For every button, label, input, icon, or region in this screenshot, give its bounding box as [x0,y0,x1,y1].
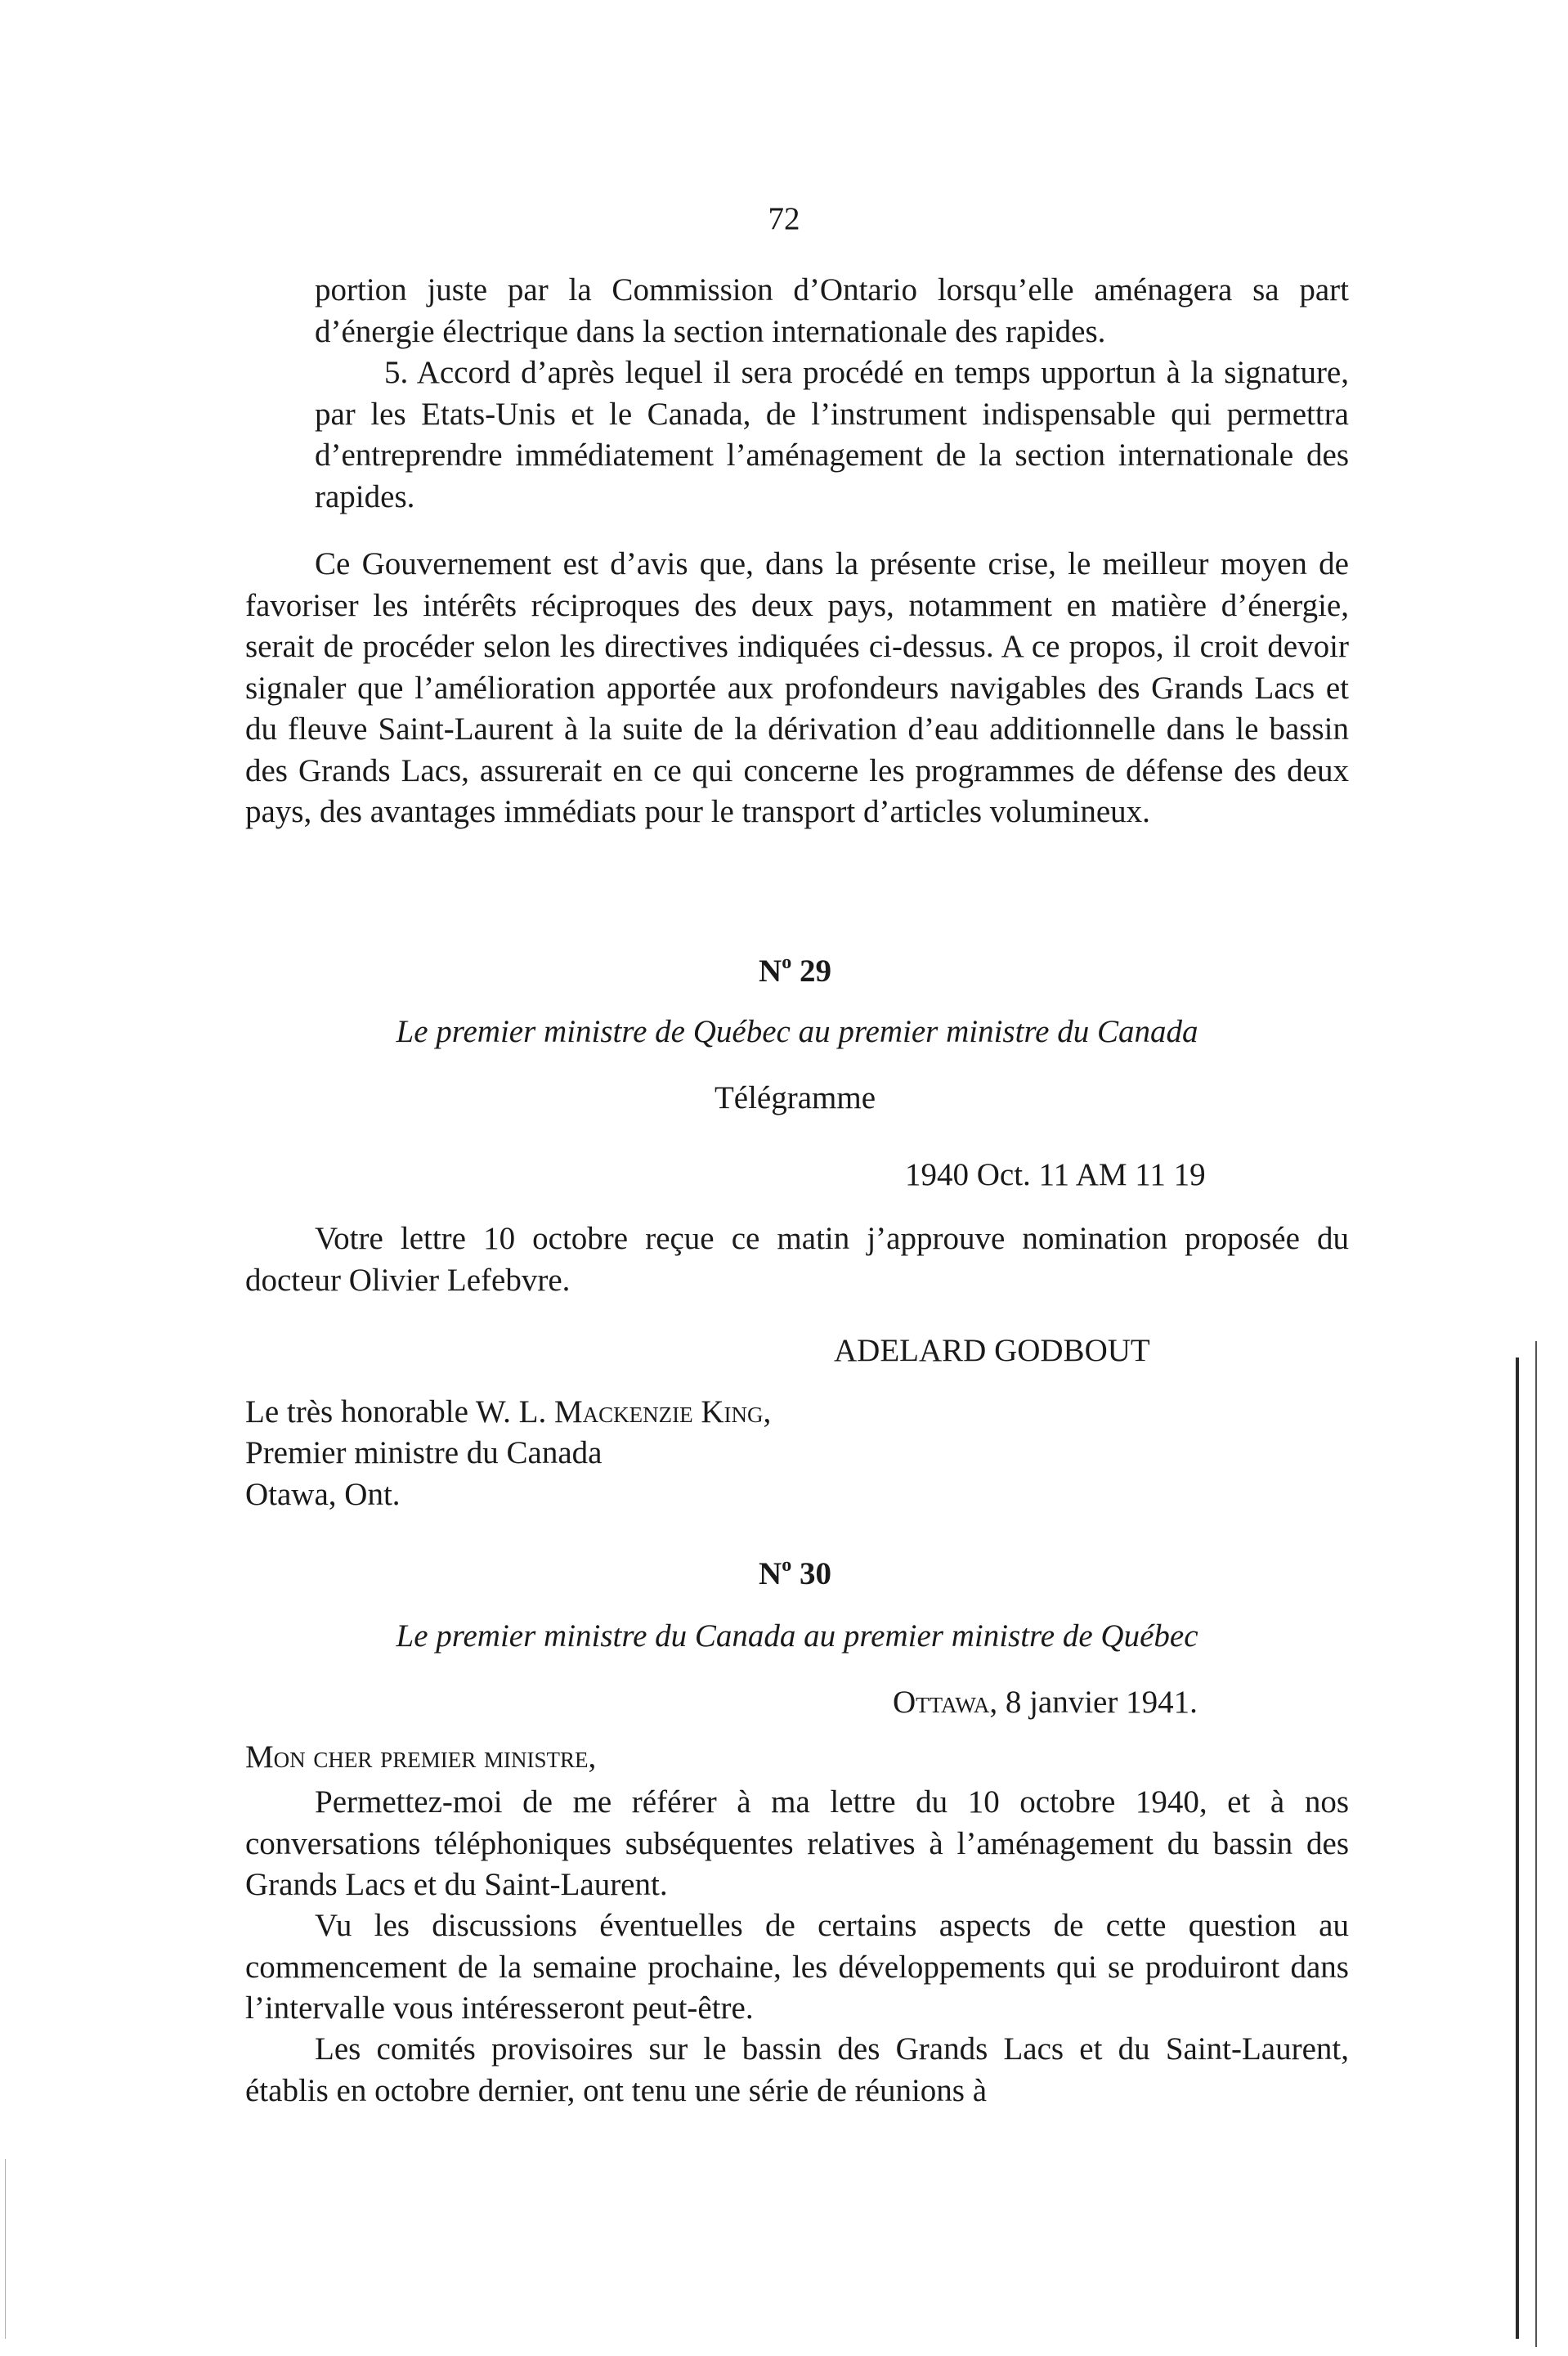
scan-edge-mark-left [5,2159,6,2339]
addressee-line-1: Le très honorable W. L. Mackenzie King, [245,1394,772,1429]
page-number: 72 [768,201,800,236]
body-paragraph: Ce Gouvernement est d’avis que, dans la présente crise, le meilleur moyen de favoriser les intérêts réciproques des deux pays, notamment en matière d’énergie, serait de procéder selon les directives indiquées ci-dessus. A ce propos, il croit devoir signaler que l’amélioration apportée aux profondeurs navigables des Grands Lacs et du fleuve Saint-Laurent à la suite de la dérivation d’eau additionnelle dans le bassin des Grands Lacs, assurerait en ce qui concerne les programmes de défense des deux pays, des avantages immédiats pour le transport d’articles volumineux. [245,546,1349,829]
letter-paragraph-1: Permettez-moi de me référer à ma lettre du 10 octobre 1940, et à nos conversations téléphoniques subséquentes relatives à l’aménagement du bassin des Grands Lacs et du Saint-Laurent. [245,1784,1349,1902]
telegram-body: Votre lettre 10 octobre reçue ce matin j’approuve nomination proposée du docteur Olivier Lefebvre. [245,1221,1349,1298]
scan-edge-mark-secondary [1535,1341,1537,2347]
document-heading-29: Le premier ministre de Québec au premier ministre du Canada [396,1014,1198,1049]
document-number-29: $N^o$ 29 [759,952,831,989]
addressee-line-2: Premier ministre du Canada [245,1435,603,1470]
telegram-date: 1940 Oct. 11 AM 11 19 [905,1157,1206,1192]
numbered-item-5: 5. Accord d’après lequel il sera procédé en temps upportun à la signature, par les Etats-Unis et le Canada, de l’instrument indispensable qui permettra d’entreprendre immédiatement l’aménagement de la section internationale des rapides. [315,355,1349,514]
addressee-line-3: Otawa, Ont. [245,1477,401,1512]
document-heading-30: Le premier ministre du Canada au premier ministre de Québec [396,1618,1198,1654]
document-number-30: $N^o$ 30 [759,1555,831,1591]
signature: ADELARD GODBOUT [834,1333,1150,1368]
document-type: Télégramme [714,1080,876,1115]
salutation: Mon cher premier ministre, [245,1739,597,1775]
continuation-paragraph: portion juste par la Commission d’Ontario lorsqu’elle aménagera sa part d’énergie électrique dans la section internationale des rapides. [315,272,1349,349]
scan-edge-mark [1516,1358,1519,2339]
letter-paragraph-2: Vu les discussions éventuelles de certains aspects de cette question au commencement de la semaine prochaine, les développements qui se produiront dans l’intervalle vous intéresseront peut-être. [245,1908,1349,2026]
letter-place-date: Ottawa, 8 janvier 1941. [893,1685,1198,1720]
letter-paragraph-3: Les comités provisoires sur le bassin des Grands Lacs et du Saint-Laurent, établis en octobre dernier, ont tenu une série de réunions à [245,2031,1349,2108]
